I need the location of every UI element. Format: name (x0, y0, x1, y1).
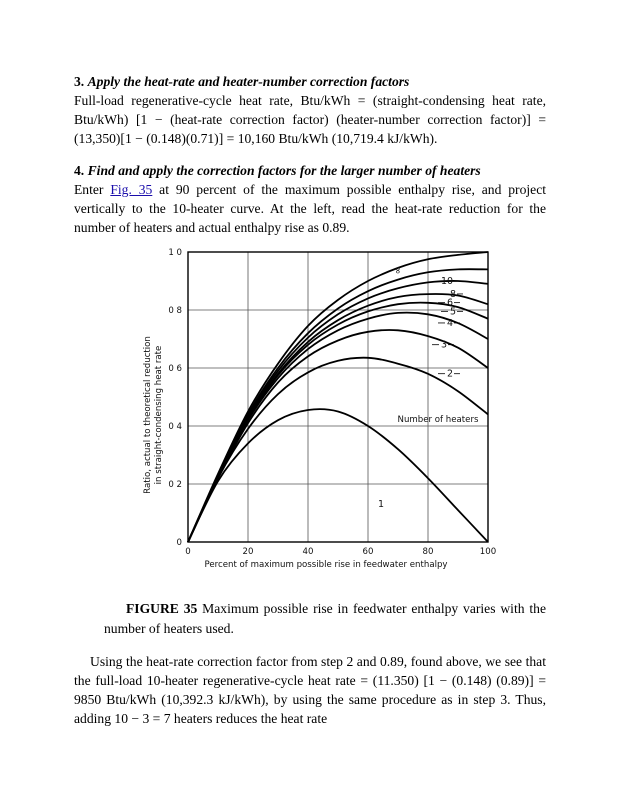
figure-caption-label: FIGURE 35 (126, 601, 198, 616)
chart-curves (188, 252, 488, 542)
curve-heaters-infinity (188, 252, 488, 542)
x-tick-label: 20 (242, 547, 254, 557)
section-4-heading (74, 161, 546, 180)
figure-35-link[interactable]: Fig. 35 (110, 182, 153, 197)
curve-label-3: 3 (441, 339, 448, 351)
closing-paragraph: Using the heat-rate correction factor from step 2 and 0.89, found above, we see that the full-load 10-heater regenerative-cycle heat rate = (11.350) [1 − (0.148) (0.89)] = 9850 Btu/kWh (10,392.3 kJ/kWh), by using the same procedure as in step 3. Thus, adding 10 − 3 = 7 heaters reduces the heat rate (74, 654, 546, 726)
chart-grid (188, 252, 488, 542)
section-3-heading (74, 72, 546, 91)
y-tick-label: 0 6 (168, 364, 182, 374)
x-tick-label: 0 (185, 547, 191, 557)
curve-label-10: 10 (441, 275, 454, 287)
section-4-number: 4. (74, 163, 85, 178)
section-4 (74, 161, 546, 237)
y-axis-label-line1: Ratio, actual to theoretical reduction (143, 336, 153, 494)
curve-label-4: 4 (447, 317, 454, 329)
figure-caption-text: Maximum possible rise in feedwater enthalpy varies with the number of heaters used. (104, 601, 546, 636)
curve-label-1: 1 (377, 499, 385, 511)
figure-caption (104, 599, 546, 639)
section-4-body (74, 180, 546, 237)
curve-label-8: 8 (450, 288, 457, 300)
curve-heaters-3 (188, 330, 488, 542)
section-3-title: Apply the heat-rate and heater-number correction factors (87, 74, 410, 89)
curve-label-5: 5 (450, 306, 457, 318)
curve-label-2: 2 (447, 368, 454, 380)
x-tick-label: 80 (422, 547, 434, 557)
section-4-body-post: at 90 percent of the maximum possible enthalpy rise, and project vertically to the 10-heater curve. At the left, read the heat-rate reduction for the number of heaters and actual enthalpy rise as 0.89. (74, 182, 547, 235)
x-axis-label: Percent of maximum possible rise in feedwater enthalpy (204, 560, 448, 570)
section-3 (74, 72, 546, 148)
y-tick-label: 0 (176, 538, 182, 548)
section-4-title: Find and apply the correction factors for the larger number of heaters (87, 163, 481, 178)
curve-heaters-1 (188, 409, 488, 542)
x-tick-label: 40 (302, 547, 314, 557)
section-3-number: 3. (74, 74, 85, 89)
curve-label-infinity: ∞ (392, 266, 403, 275)
figure-35-chart (140, 245, 500, 575)
y-axis-label-line2: in straight-condensing heat rate (154, 345, 164, 485)
number-of-heaters-annotation: Number of heaters (397, 415, 479, 425)
y-tick-label: 0 2 (168, 480, 182, 490)
y-tick-label: 0 4 (168, 422, 182, 432)
section-4-body-pre: Enter (74, 182, 111, 197)
y-tick-label: 1 0 (168, 248, 182, 258)
section-3-body: Full-load regenerative-cycle heat rate, Btu/kWh = (straight-condensing heat rate, Btu/kWh) [1 − (heat-rate correction factor) (heater-number correction factor)] = (13,350)[1 − (0.148)(0.71)] = 10,160 Btu/kWh (10,719.4 kJ/kWh). (74, 93, 546, 146)
plot-frame (188, 252, 488, 542)
x-tick-label: 60 (362, 547, 374, 557)
y-tick-label: 0 8 (168, 306, 182, 316)
curve-label-6: 6 (447, 297, 454, 309)
x-tick-label: 100 (479, 547, 497, 557)
